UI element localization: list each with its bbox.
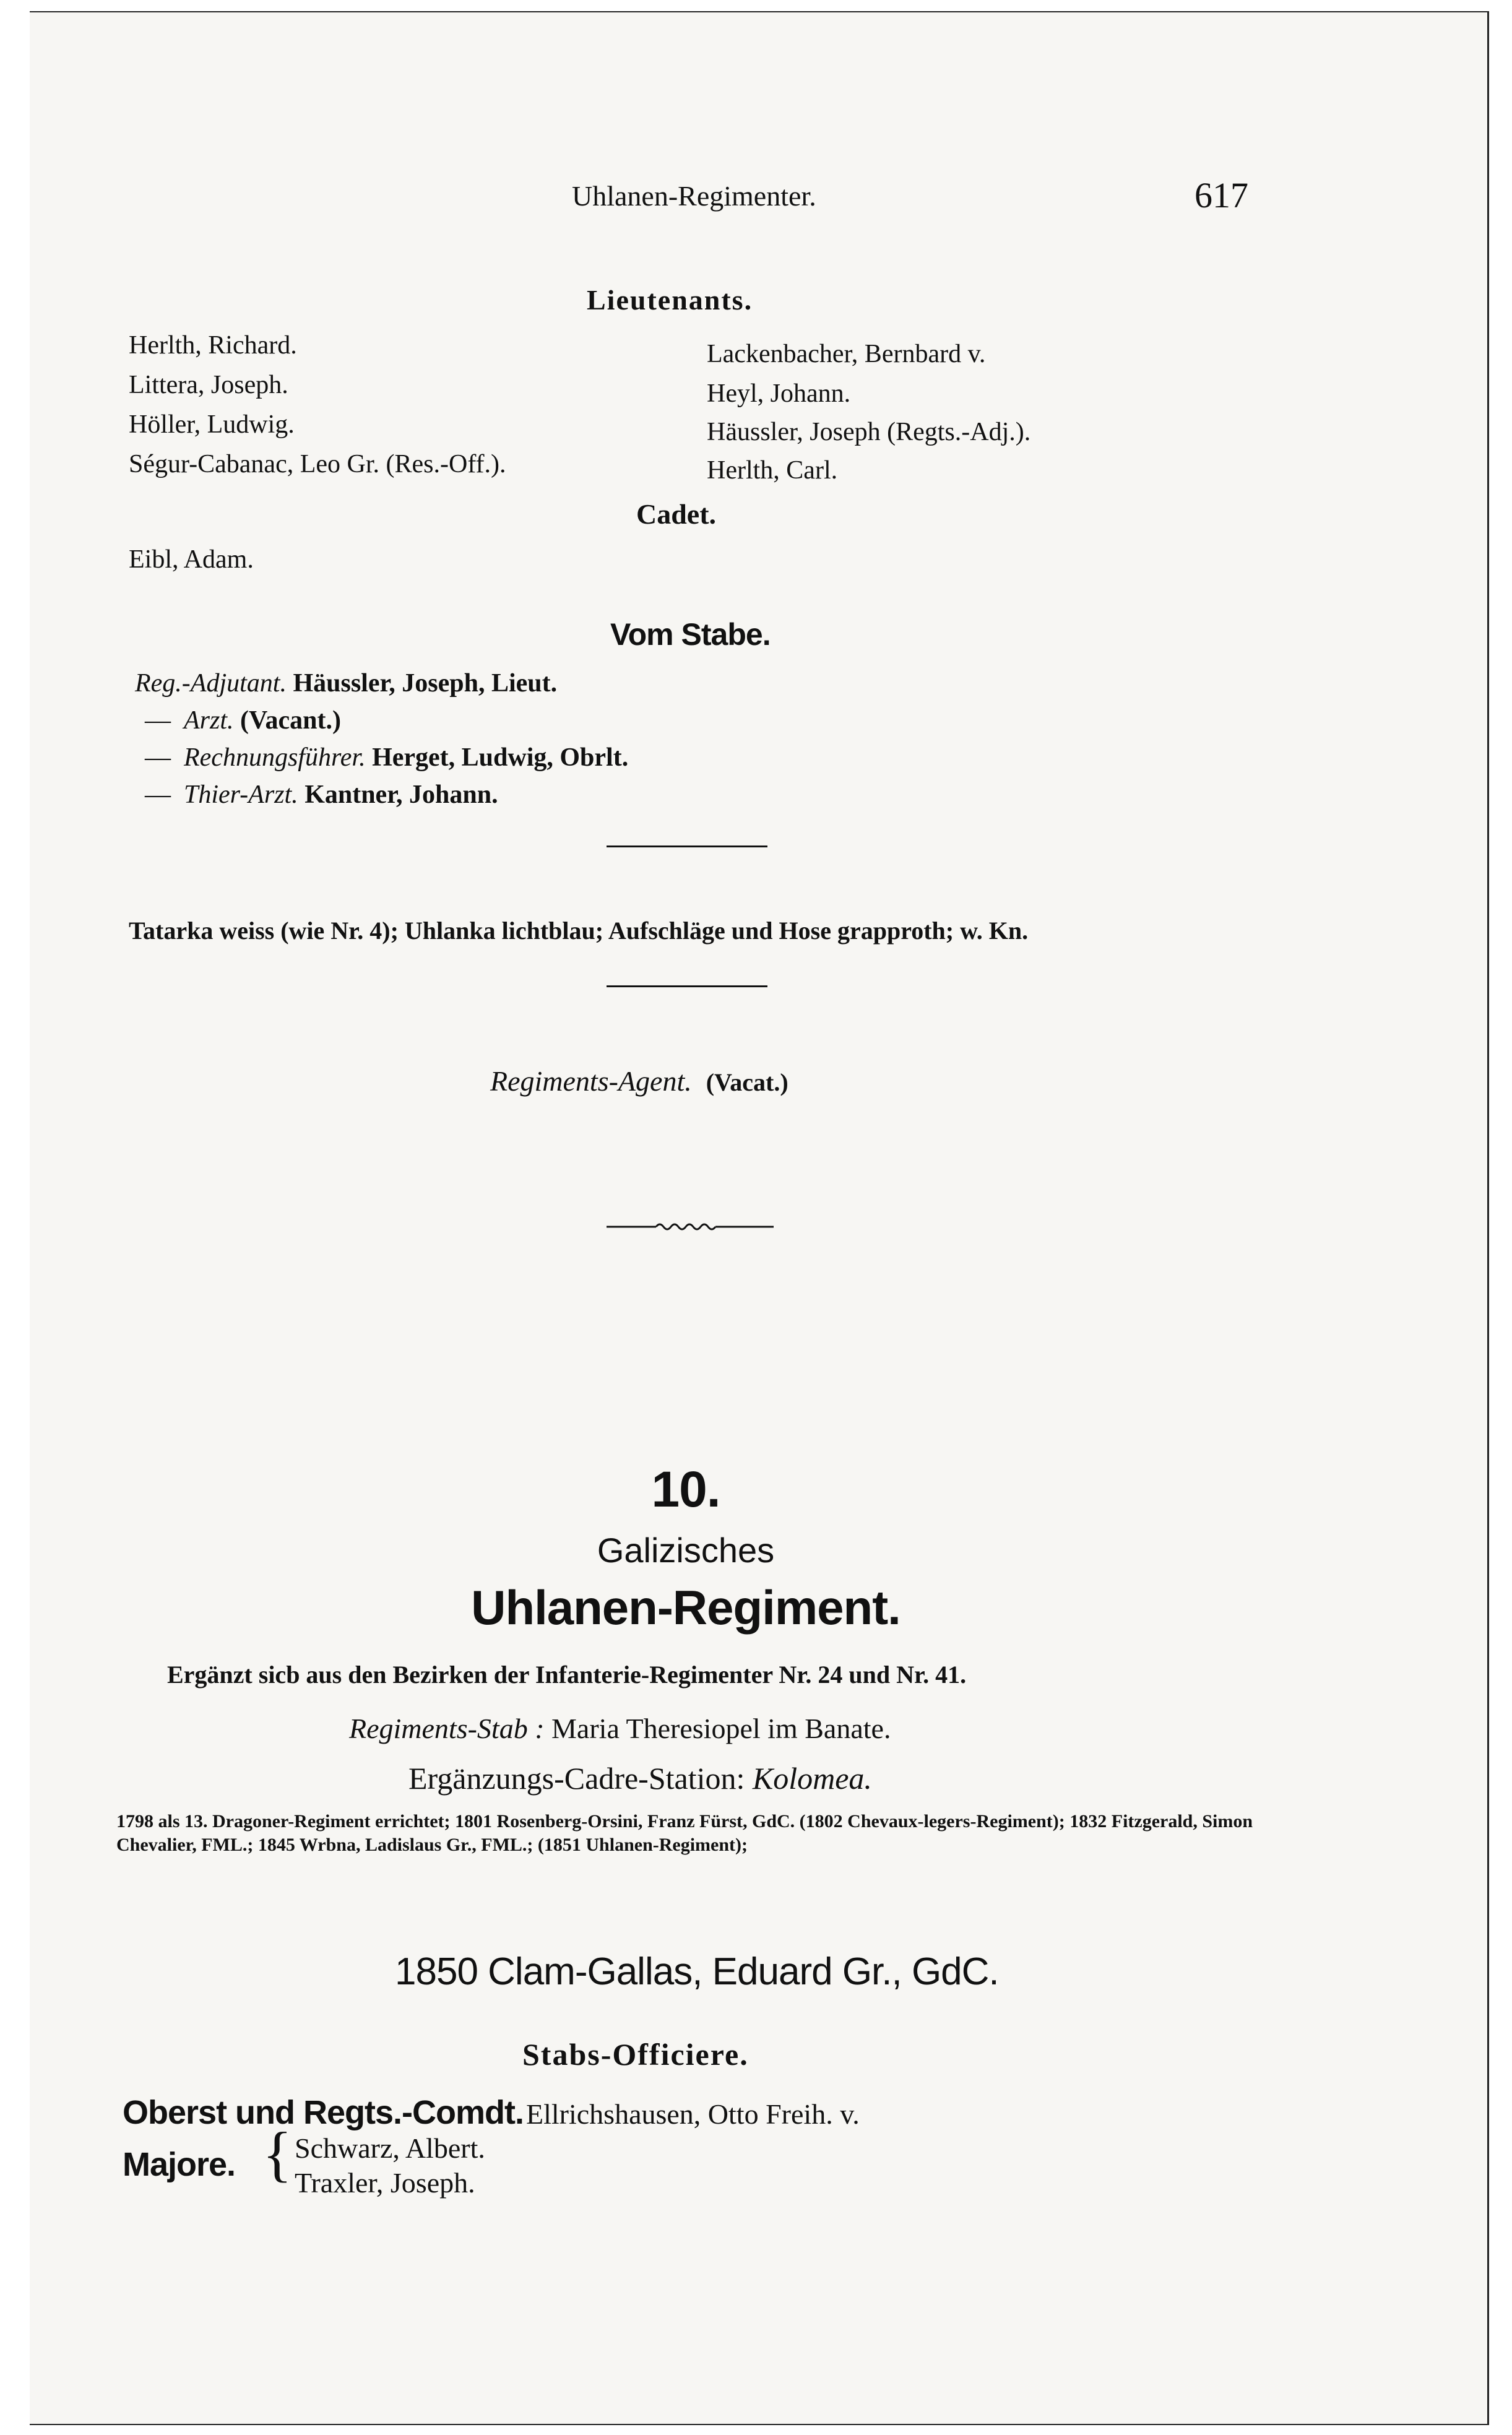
- agent-value: (Vacat.): [706, 1068, 788, 1096]
- lieutenant-left-1: Herlth, Richard.: [129, 331, 297, 360]
- uniform-description: Tatarka weiss (wie Nr. 4); Uhlanka lichtblau; Aufschläge und Hose grapproth; w. Kn.: [129, 917, 1029, 945]
- regiment-inhaber: 1850 Clam-Gallas, Eduard Gr., GdC.: [395, 1950, 999, 1993]
- stab-role: Reg.-Adjutant.: [135, 669, 287, 698]
- running-header: Uhlanen-Regimenter.: [572, 180, 816, 212]
- dash: —: [145, 743, 171, 772]
- separator-rule: [607, 846, 767, 847]
- lieutenant-right-1: Lackenbacher, Bernbard v.: [707, 340, 986, 368]
- stab-row-2: [145, 706, 341, 735]
- stab-person: Häussler, Joseph, Lieut.: [293, 669, 558, 698]
- stab-person: (Vacant.): [240, 706, 341, 735]
- regiment-history: 1798 als 13. Dragoner-Regiment errichtet; 1801 Rosenberg-Orsini, Franz Fürst, GdC. (1802 Chevaux-legers-Regiment); 1832 Fitzgerald, Simon Chevalier, FML.; 1845 Wrbna, Ladislaus Gr., FML.; (1851 Uhlanen-Regiment);: [116, 1811, 1253, 1855]
- oberst-row: [123, 2093, 860, 2132]
- major-1: Schwarz, Albert.: [295, 2132, 485, 2164]
- oberst-label: Oberst und Regts.-Comdt.: [123, 2094, 524, 2131]
- regiment-number: 10.: [651, 1461, 720, 1518]
- lieutenants-heading: Lieutenants.: [587, 284, 753, 316]
- regiment-subtitle: Galizisches: [597, 1531, 775, 1570]
- stab-person: Kantner, Johann.: [305, 781, 498, 809]
- cadre-location: Kolomea.: [752, 1761, 872, 1796]
- stab-row-1: [135, 668, 557, 698]
- majore-label: Majore.: [123, 2146, 236, 2183]
- lieutenant-left-4: Ségur-Cabanac, Leo Gr. (Res.-Off.).: [129, 450, 506, 478]
- lieutenant-right-4: Herlth, Carl.: [707, 456, 838, 485]
- cadre-label: Ergänzungs-Cadre-Station:: [408, 1761, 745, 1796]
- separator-rule: [607, 985, 767, 987]
- regiments-agent: [490, 1065, 788, 1097]
- stab-role: Thier-Arzt.: [184, 781, 298, 809]
- vom-stabe-heading: Vom Stabe.: [610, 617, 771, 652]
- stab-location: Maria Theresiopel im Banate.: [551, 1713, 891, 1744]
- stab-role: Arzt.: [184, 706, 234, 735]
- page-number: 617: [1194, 175, 1248, 215]
- cadre-station: [408, 1760, 872, 1796]
- dash: —: [145, 706, 171, 735]
- cadet-name: Eibl, Adam.: [129, 545, 254, 574]
- regiments-stab: [349, 1712, 891, 1745]
- wavy-ornament: [607, 1219, 774, 1234]
- stab-row-3: [145, 743, 628, 772]
- cadet-heading: Cadet.: [636, 498, 717, 530]
- stab-row-4: [145, 780, 498, 810]
- stabs-officiere-heading: Stabs-Officiere.: [522, 2037, 749, 2072]
- lieutenant-left-3: Höller, Ludwig.: [129, 410, 295, 439]
- agent-label: Regiments-Agent.: [490, 1065, 692, 1097]
- lieutenant-left-2: Littera, Joseph.: [129, 371, 288, 399]
- regiment-title: Uhlanen-Regiment.: [471, 1580, 901, 1635]
- stab-role: Rechnungsführer.: [184, 743, 366, 772]
- book-page: [30, 11, 1489, 2425]
- erganzt-line: Ergänzt sicb aus den Bezirken der Infanterie-Regimenter Nr. 24 und Nr. 41.: [167, 1661, 967, 1689]
- dash: —: [145, 781, 171, 809]
- lieutenant-right-3: Häussler, Joseph (Regts.-Adj.).: [707, 418, 1031, 446]
- brace-glyph: {: [262, 2119, 292, 2188]
- stab-person: Herget, Ludwig, Obrlt.: [372, 743, 629, 772]
- major-2: Traxler, Joseph.: [295, 2167, 475, 2199]
- lieutenant-right-2: Heyl, Johann.: [707, 379, 851, 408]
- oberst-name: Ellrichshausen, Otto Freih. v.: [526, 2098, 860, 2130]
- stab-label: Regiments-Stab :: [349, 1713, 545, 1744]
